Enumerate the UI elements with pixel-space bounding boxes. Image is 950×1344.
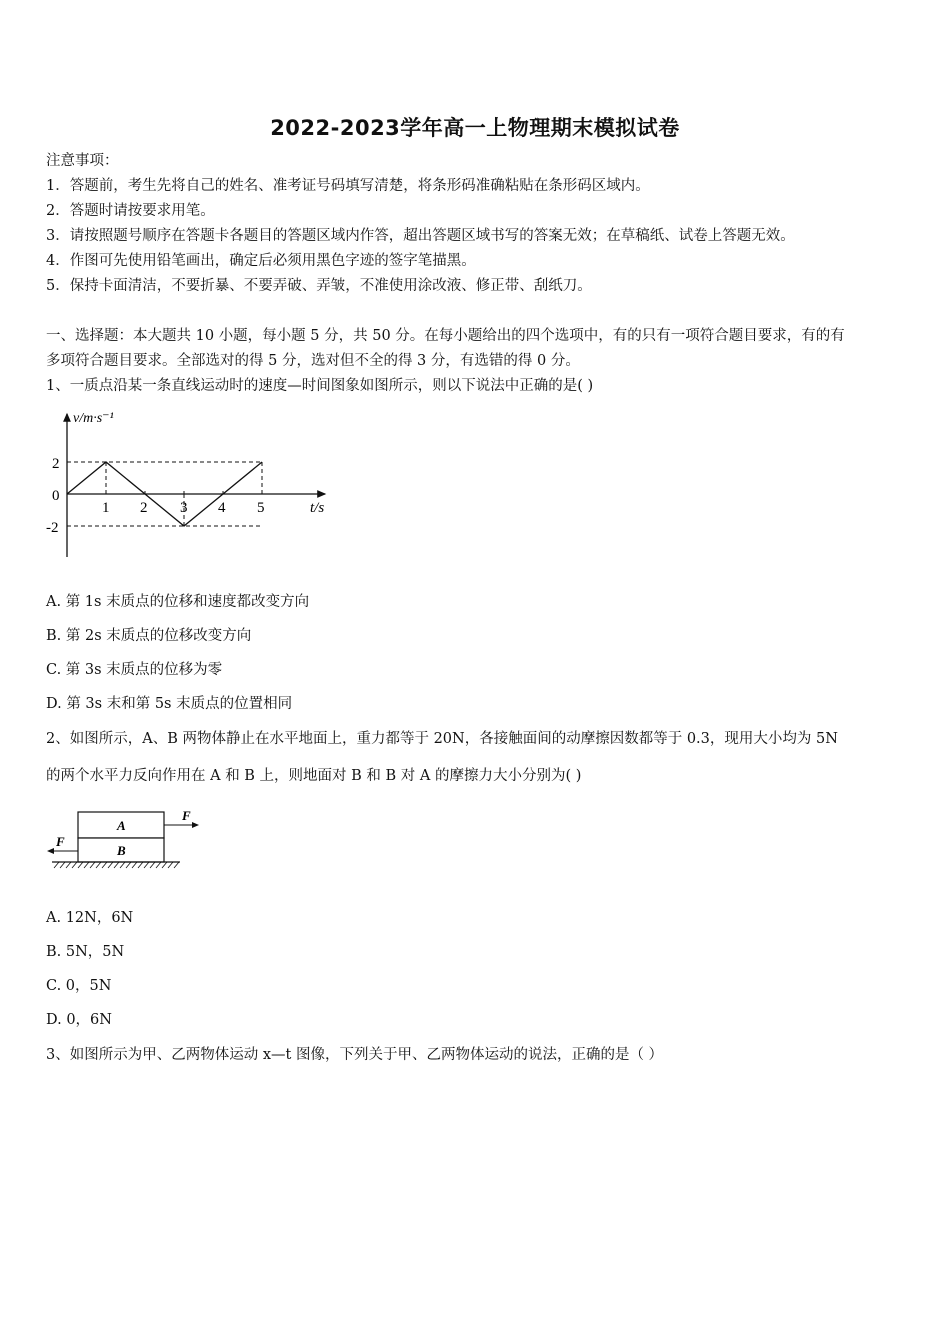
- section-intro-line2: 多项符合题目要求。全部选对的得 5 分，选对但不全的得 3 分，有选错的得 0 分。: [46, 353, 580, 369]
- q2-option-c: C. 0，5N: [46, 978, 112, 994]
- x-tick-label: 4: [218, 500, 226, 516]
- y-axis-label: v/m·s⁻¹: [73, 411, 114, 426]
- question-2-stem-line1: 2、如图所示，A、B 两物体静止在水平地面上，重力都等于 20N，各接触面间的动摩擦因数都等于 0.3，现用大小均为 5N: [46, 731, 838, 747]
- q2-blocks-figure: [44, 806, 214, 872]
- force-label-bottom: F: [56, 834, 65, 849]
- q1-option-d: D. 第 3s 末和第 5s 末质点的位置相同: [46, 696, 293, 712]
- y-tick-label: 2: [52, 456, 60, 472]
- question-1-stem: 1、一质点沿某一条直线运动时的速度—时间图象如图所示，则以下说法中正确的是( ): [46, 378, 594, 394]
- q2-option-b: B. 5N，5N: [46, 944, 125, 960]
- q2-option-d: D. 0，6N: [46, 1012, 112, 1028]
- x-tick-label: 3: [180, 500, 188, 516]
- ground-hatching: [54, 862, 179, 868]
- notice-item: 1．答题前，考生先将自己的姓名、准考证号码填写清楚，将条形码准确粘贴在条形码区域内。: [46, 178, 650, 194]
- y-tick-label: -2: [46, 520, 59, 536]
- notice-item: 2．答题时请按要求用笔。: [46, 203, 215, 219]
- q1-option-a: A. 第 1s 末质点的位移和速度都改变方向: [46, 594, 310, 610]
- q2-option-a: A. 12N，6N: [46, 910, 134, 926]
- q1-option-c: C. 第 3s 末质点的位移为零: [46, 662, 223, 678]
- x-tick-label: 2: [140, 500, 148, 516]
- q1-option-b: B. 第 2s 末质点的位移改变方向: [46, 628, 252, 644]
- y-tick-label: 0: [52, 488, 60, 504]
- notice-item: 3．请按照题号顺序在答题卡各题目的答题区域内作答，超出答题区域书写的答案无效；在草稿纸、试卷上答题无效。: [46, 228, 795, 244]
- notice-item: 5．保持卡面清洁，不要折暴、不要弄破、弄皱，不准使用涂改液、修正带、刮纸刀。: [46, 278, 592, 294]
- block-b-label: B: [117, 843, 126, 858]
- section-intro-line1: 一、选择题：本大题共 10 小题，每小题 5 分，共 50 分。在每小题给出的四个选项中，有的只有一项符合题目要求，有的有: [46, 328, 845, 344]
- page-title: 2022-2023学年高一上物理期末模拟试卷: [270, 116, 680, 140]
- question-2-stem-line2: 的两个水平力反向作用在 A 和 B 上，则地面对 B 和 B 对 A 的摩擦力大小分别为( ): [46, 768, 582, 784]
- block-a-label: A: [117, 818, 126, 833]
- notice-heading: 注意事项：: [46, 153, 119, 169]
- question-3-stem: 3、如图所示为甲、乙两物体运动 x—t 图像，下列关于甲、乙两物体运动的说法，正确的是（ ）: [46, 1047, 664, 1063]
- x-axis-label: t/s: [310, 500, 325, 516]
- q1-vt-graph: [40, 402, 340, 562]
- notice-item: 4．作图可先使用铅笔画出，确定后必须用黑色字迹的签字笔描黑。: [46, 253, 476, 269]
- x-tick-label: 1: [102, 500, 110, 516]
- x-tick-label: 5: [257, 500, 265, 516]
- force-label-top: F: [182, 808, 191, 823]
